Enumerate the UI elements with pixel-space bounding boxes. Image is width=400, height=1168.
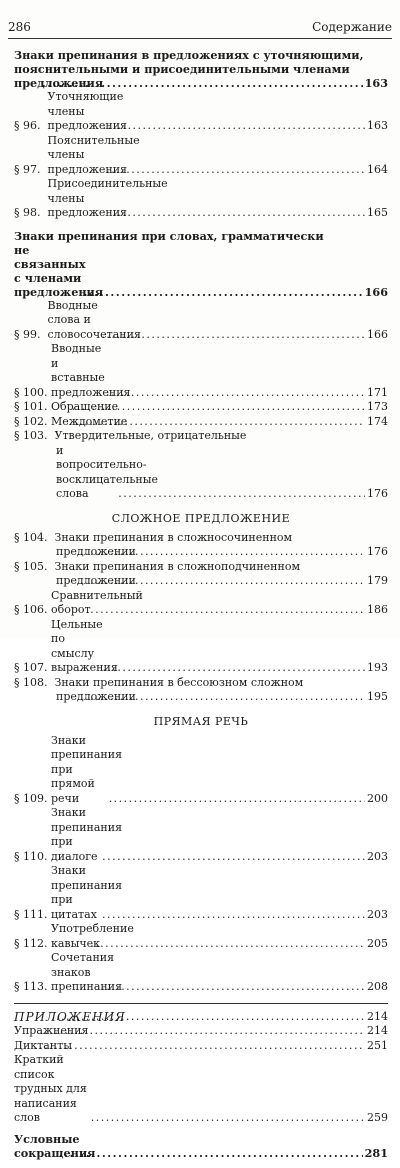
toc-group-complex (14, 531, 388, 705)
section-heading: СЛОЖНОЕ ПРЕДЛОЖЕНИЕ (111, 511, 291, 525)
toc-entry-title: Уточняющие члены предложения (47, 90, 127, 132)
toc-entry-title: Краткий список трудных для написания слов (14, 1053, 87, 1124)
leader-dots (109, 792, 365, 807)
toc-entry[interactable] (14, 299, 388, 343)
toc-entry-title: и вопросительно-восклицательные слова (56, 443, 158, 500)
toc-entry-title: ПРИЛОЖЕНИЯ (14, 1009, 126, 1024)
toc-entry-number: § 100. (14, 385, 48, 399)
running-title: Содержание (312, 20, 392, 34)
toc-entry-page: 193 (367, 661, 388, 674)
toc-heading-line: Знаки препинания при словах, грамматически (14, 228, 324, 243)
leader-dots (40, 1024, 365, 1039)
toc-entry-page: 205 (367, 936, 388, 950)
toc-entry-title: Вводные слова и словосочетания (47, 298, 141, 341)
toc-entry-title: Знаки препинания при цитатах (51, 864, 123, 921)
toc-entry-title: Диктанты (14, 1038, 72, 1052)
toc-heading-line: Знаки препинания в предложениях с уточняющими, (14, 48, 364, 62)
leader-dots (102, 908, 365, 923)
toc (14, 48, 388, 1168)
toc-entry-page: 214 (367, 1009, 388, 1023)
page-header (8, 20, 392, 39)
toc-entry-title: Знаки препинания в сложносочиненном (54, 530, 293, 544)
page-number: 286 (8, 20, 31, 34)
toc-entry-number: § 104. (14, 530, 48, 544)
toc-entry-title: Условные сокращения (14, 1131, 96, 1160)
toc-entry-number: § 96. (14, 119, 41, 132)
toc-group-direct-speech (14, 734, 388, 995)
toc-entry-title: Сравнительный оборот (51, 588, 143, 616)
leader-dots (101, 980, 365, 995)
toc-entry-number: § 107. (14, 661, 48, 674)
toc-entry[interactable] (14, 1132, 388, 1160)
leader-dots (90, 603, 365, 618)
toc-entry-title: предложении (56, 690, 136, 703)
leader-dots (34, 1039, 365, 1054)
toc-entry-page: 214 (367, 1024, 388, 1037)
toc-entry-page: 176 (367, 487, 388, 500)
leader-dots (80, 690, 365, 705)
toc-entry-title: Знаки препинания при прямой речи (51, 733, 123, 805)
toc-group-unrelated (14, 229, 388, 502)
toc-entry-page: 259 (367, 1111, 388, 1124)
toc-entry-title: Знаки препинания в сложноподчиненном (54, 559, 301, 573)
toc-entry-number: § 98. (14, 206, 41, 219)
toc-entry[interactable] (14, 1053, 388, 1126)
leader-dots (80, 574, 365, 589)
toc-entry-page: 203 (367, 849, 388, 863)
toc-entry[interactable] (14, 734, 388, 807)
toc-entry-page: 251 (367, 1038, 388, 1052)
toc-entry-title: Присоединительные члены предложения (47, 177, 168, 219)
toc-entry-title: Обращение (51, 400, 119, 413)
toc-entry-title: Сочетания знаков препинания (51, 951, 123, 993)
leader-dots (102, 661, 365, 676)
toc-entry-number: § 112. (14, 936, 48, 950)
toc-entry-page: 176 (367, 545, 388, 558)
toc-entry[interactable] (14, 1039, 388, 1054)
leader-dots (103, 119, 365, 134)
toc-entry[interactable] (14, 177, 388, 221)
toc-entry-title: предложения (14, 76, 104, 90)
toc-entry-title: предложении (56, 545, 136, 558)
toc-entry-title: Междометие (51, 414, 128, 428)
toc-entry-first-line[interactable] (14, 560, 388, 575)
toc-entry-title: Упражнения (14, 1024, 89, 1037)
toc-entry[interactable] (14, 618, 388, 676)
leader-dots (51, 1010, 365, 1025)
toc-entry[interactable] (14, 1024, 388, 1039)
leader-dots (106, 163, 365, 178)
leader-dots (102, 850, 365, 865)
toc-entry-title: Утвердительные, отрицательные (54, 429, 247, 442)
toc-entry-number: § 105. (14, 559, 48, 573)
toc-entry-page: 164 (367, 162, 388, 176)
leader-dots (90, 937, 365, 952)
toc-entry-page: 171 (367, 385, 388, 399)
toc-entry-page: 163 (367, 119, 388, 132)
toc-entry-title: Знаки препинания при диалоге (51, 806, 123, 863)
toc-entry-number: § 109. (14, 791, 48, 805)
toc-group-appendix (14, 1010, 388, 1160)
toc-entry-number: § 108. (14, 675, 48, 689)
toc-entry-page: 281 (364, 1145, 388, 1160)
leader-dots (112, 206, 365, 221)
toc-entry[interactable] (14, 951, 388, 995)
toc-entry[interactable] (14, 690, 388, 705)
toc-entry-page: 165 (367, 206, 388, 219)
leader-dots (80, 545, 365, 560)
toc-entry-number: § 101. (14, 400, 48, 413)
section-heading: ПРЯМАЯ РЕЧЬ (153, 714, 249, 728)
toc-entry-number: § 97. (14, 162, 41, 176)
toc-entry-number: § 103. (14, 429, 48, 442)
toc-entry-page: 163 (364, 76, 388, 90)
toc-entry-number: § 113. (14, 980, 48, 993)
leader-dots (42, 76, 363, 90)
toc-entry-page: 186 (367, 603, 388, 616)
toc-entry-page: 208 (367, 980, 388, 993)
leader-dots (74, 415, 365, 430)
toc-entry[interactable] (14, 922, 388, 951)
toc-entry-title: предложении (56, 574, 136, 587)
toc-entry[interactable] (14, 400, 388, 415)
divider (14, 1003, 388, 1004)
toc-entry[interactable] (14, 243, 388, 299)
toc-entry[interactable] (14, 806, 388, 864)
toc-entry-page: 166 (364, 284, 388, 299)
leader-dots (72, 400, 365, 415)
leader-dots (59, 1146, 363, 1160)
toc-entry-title: Пояснительные члены предложения (47, 133, 140, 176)
toc-entry-page: 173 (367, 400, 388, 413)
toc-entry[interactable] (14, 134, 388, 178)
leader-dots (106, 386, 365, 401)
toc-entry-first-line[interactable] (14, 531, 388, 546)
toc-entry-number: § 111. (14, 907, 48, 921)
toc-entry-page: 203 (367, 907, 388, 921)
toc-entry-page: 179 (367, 574, 388, 587)
leader-dots (118, 487, 365, 502)
toc-entry-first-line[interactable] (14, 676, 388, 691)
toc-entry[interactable] (14, 589, 388, 618)
toc-entry-title: Цельные по смыслу выражения (51, 617, 118, 674)
toc-entry-number: § 102. (14, 414, 48, 428)
toc-group-clarifying (14, 48, 388, 221)
toc-entry-number: § 106. (14, 603, 48, 616)
leader-dots (91, 1111, 365, 1126)
toc-entry-title: не связанных с членами предложения (14, 242, 104, 299)
toc-entry-title: Знаки препинания в бессоюзном сложном (54, 675, 304, 689)
toc-entry-first-line[interactable] (14, 429, 388, 444)
toc-entry-page: 174 (367, 414, 388, 428)
toc-entry[interactable] (14, 90, 388, 134)
toc-entry-page: 200 (367, 791, 388, 805)
toc-entry[interactable] (14, 342, 388, 400)
toc-entry-number: § 99. (14, 327, 41, 341)
leader-dots (83, 285, 362, 299)
toc-entry-title: Употребление кавычек (51, 922, 134, 950)
toc-entry-page: 195 (367, 690, 388, 703)
toc-entry[interactable] (14, 864, 388, 922)
toc-heading-line: пояснительными и присоединительными членами (14, 62, 350, 76)
toc-entry[interactable] (14, 444, 388, 502)
toc-entry[interactable] (14, 76, 388, 90)
toc-entry[interactable] (14, 1010, 388, 1025)
leader-dots (101, 328, 365, 343)
toc-entry-title: Вводные и вставные предложения (51, 342, 131, 399)
toc-entry[interactable] (14, 545, 388, 560)
toc-entry[interactable] (14, 574, 388, 589)
toc-entry[interactable] (14, 415, 388, 430)
toc-entry-number: § 110. (14, 849, 48, 863)
toc-entry-page: 166 (367, 327, 388, 341)
